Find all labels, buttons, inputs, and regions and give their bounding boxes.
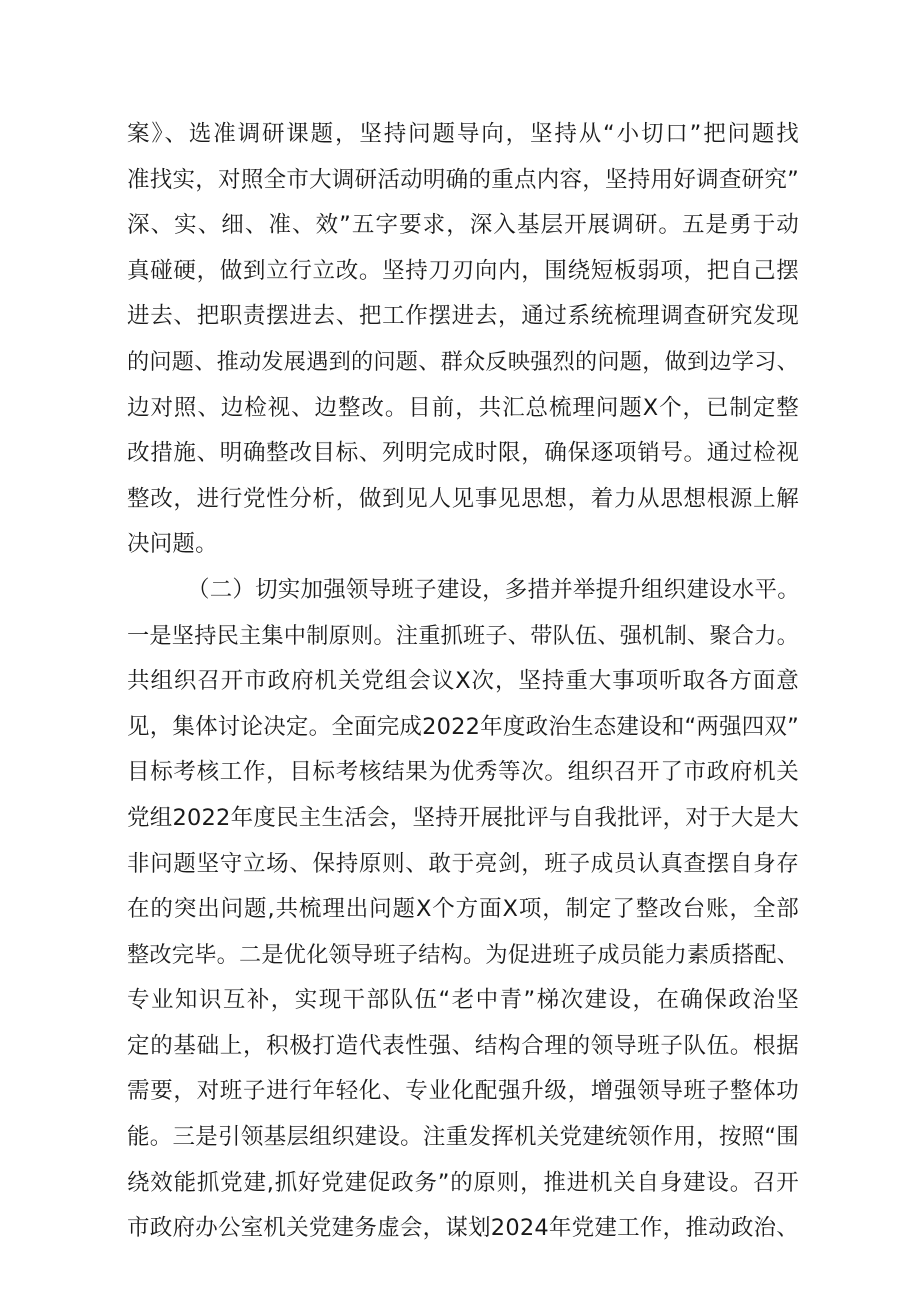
text-line: 共组织召开市政府机关党组会议X次，坚持重大事项听取各方面意 (127, 668, 799, 695)
text-line: 需要，对班子进行年轻化、专业化配强升级，增强领导班子整体功 (127, 1078, 799, 1105)
text-line: 非问题坚守立场、保持原则、敢于亮剑，班子成员认真查摆自身存 (127, 850, 799, 877)
body-text (127, 112, 799, 1252)
text-line: 绕效能抓党建,抓好党建促政务”的原则，推进机关自身建设。召开 (127, 1169, 799, 1196)
text-line: 见，集体讨论决定。全面完成2022年度政治生态建设和“两强四双” (127, 713, 799, 740)
text-line: 改措施、明确整改目标、列明完成时限，确保逐项销号。通过检视 (127, 440, 799, 467)
text-line: 专业知识互补，实现干部队伍“老中青”梯次建设，在确保政治坚 (127, 987, 799, 1014)
text-line: 一是坚持民主集中制原则。注重抓班子、带队伍、强机制、聚合力。 (127, 622, 799, 649)
text-line: 的问题、推动发展遇到的问题、群众反映强烈的问题，做到边学习、 (127, 348, 799, 375)
text-line: 能。三是引领基层组织建设。注重发挥机关党建统领作用，按照“围 (127, 1124, 799, 1151)
text-line: 党组2022年度民主生活会，坚持开展批评与自我批评，对于大是大 (127, 804, 799, 831)
text-line: 真碰硬，做到立行立改。坚持刀刃向内，围绕短板弱项，把自己摆 (127, 257, 799, 284)
text-line: 在的突出问题,共梳理出问题X个方面X项，制定了整改台账，全部 (127, 896, 799, 923)
text-line: 市政府办公室机关党建务虚会，谋划2024年党建工作，推动政治、 (127, 1215, 799, 1242)
text-line: 整改，进行党性分析，做到见人见事见思想，着力从思想根源上解 (127, 485, 799, 512)
text-line: 边对照、边检视、边整改。目前，共汇总梳理问题X个，已制定整 (127, 394, 799, 421)
text-line: 进去、把职责摆进去、把工作摆进去，通过系统梳理调查研究发现 (127, 303, 799, 330)
text-line: 决问题。 (127, 531, 218, 558)
section-heading: （二）切实加强领导班子建设，多措并举提升组织建设水平。 (187, 576, 800, 603)
text-line: 案》、选准调研课题，坚持问题导向，坚持从“小切口”把问题找 (127, 121, 799, 147)
text-line: 整改完毕。二是优化领导班子结构。为促进班子成员能力素质搭配、 (127, 941, 799, 968)
text-line: 目标考核工作，目标考核结果为优秀等次。组织召开了市政府机关 (127, 759, 799, 786)
text-line: 定的基础上，积极打造代表性强、结构合理的领导班子队伍。根据 (127, 1032, 799, 1059)
text-line: 深、实、细、准、效”五字要求，深入基层开展调研。五是勇于动 (127, 212, 799, 239)
text-line: 准找实，对照全市大调研活动明确的重点内容，坚持用好调查研究” (127, 166, 799, 193)
